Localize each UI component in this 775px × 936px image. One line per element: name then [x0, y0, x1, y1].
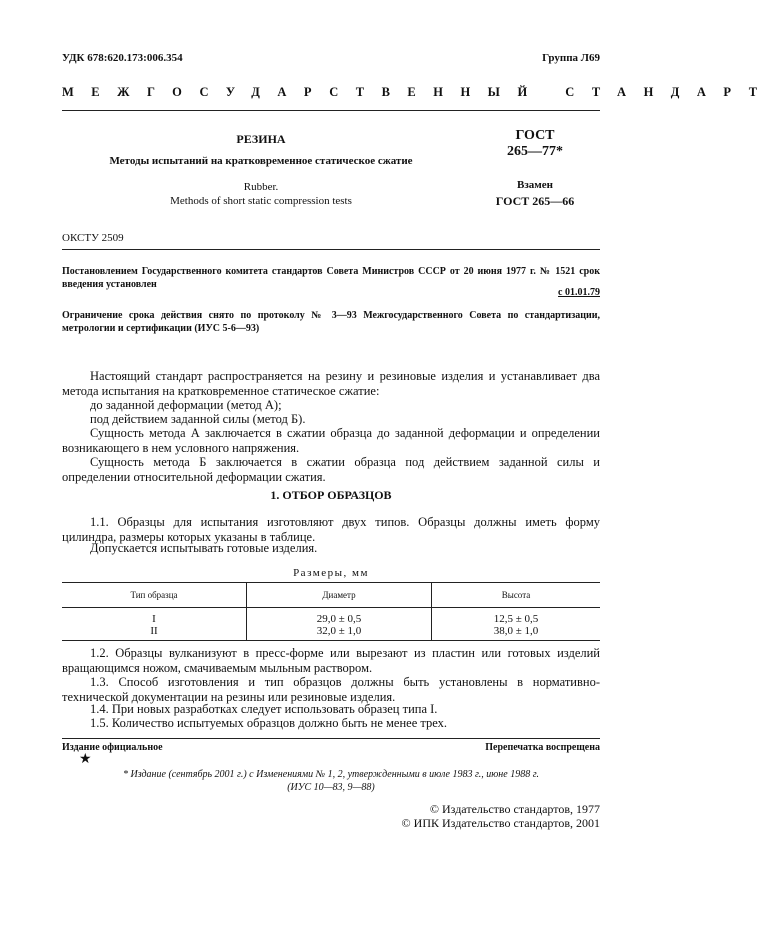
title-en: Rubber.	[243, 181, 279, 193]
subtitle-en: Methods of short static compression tests	[170, 195, 352, 207]
essence-b-paragraph: Сущность метода Б заключается в сжатии образца под действием заданной силы и определении относительной деформации сжатия.	[62, 455, 600, 484]
table-cell: 29,0 ± 0,5	[247, 608, 432, 627]
table-row	[62, 626, 600, 641]
gost-label: ГОСТ	[515, 128, 555, 143]
reprint-notice: Перепечатка воспрещена	[485, 742, 600, 753]
table-cell: II	[62, 626, 247, 641]
copyright-2001: © ИПК Издательство стандартов, 2001	[401, 816, 600, 830]
restriction-text: Ограничение срока действия снято по протоколу № 3—93 Межгосударственного Совета по стандартизации, метрологии и сертификации (ИУС 5-6—93)	[62, 310, 600, 334]
intro-paragraph: Настоящий стандарт распространяется на резину и резиновые изделия и устанавливает два метода испытания на кратковременное статическое сжатие:	[62, 369, 600, 398]
table-header: Тип образца	[62, 583, 247, 608]
gost-number: 265—77*	[507, 144, 563, 159]
table-cell: 32,0 ± 1,0	[247, 626, 432, 641]
table-caption: Размеры, мм	[293, 567, 369, 579]
edition-note: * Издание (сентябрь 2001 г.) с Изменениями № 1, 2, утвержденными в июле 1983 г., июне 1988 г.	[123, 769, 539, 780]
table-row	[62, 608, 600, 627]
subtitle-ru: Методы испытаний на кратковременное статическое сжатие	[109, 155, 413, 167]
replaces-number: ГОСТ 265—66	[495, 194, 575, 208]
standard-banner: МЕЖГОСУДАРСТВЕННЫЙ СТАНДАРТ	[62, 85, 775, 99]
star-icon: ★	[79, 751, 92, 767]
ius-note: (ИУС 10—83, 9—88)	[287, 782, 375, 793]
decree-text: Постановлением Государственного комитета стандартов Совета Министров СССР от 20 июня 1977 г. № 1521 срок введения установлен	[62, 266, 600, 290]
clause-1-4: 1.4. При новых разработках следует использовать образец типа I.	[90, 702, 438, 716]
method-a-line: до заданной деформации (метод А);	[90, 398, 282, 412]
intro-date: с 01.01.79	[558, 287, 600, 298]
table-cell: 38,0 ± 1,0	[432, 626, 601, 641]
oksty-rule	[62, 249, 600, 250]
title-ru: РЕЗИНА	[236, 132, 286, 146]
section-title: 1. ОТБОР ОБРАЗЦОВ	[270, 488, 392, 502]
clause-1-3: 1.3. Способ изготовления и тип образцов должны быть установлены в нормативно-технической документации на резины или резиновые изделия.	[62, 675, 600, 704]
clause-1-1-note: Допускается испытывать готовые изделия.	[90, 541, 318, 555]
essence-a-paragraph: Сущность метода А заключается в сжатии образца до заданной деформации и определении возникающего в нем условного напряжения.	[62, 426, 600, 455]
replaces-label: Взамен	[517, 179, 553, 191]
udk-code: УДК 678:620.173:006.354	[62, 52, 183, 64]
table-cell: I	[152, 613, 156, 625]
dimensions-table	[62, 582, 600, 641]
clause-1-5: 1.5. Количество испытуемых образцов должно быть не менее трех.	[90, 716, 447, 730]
copyright-1977: © Издательство стандартов, 1977	[429, 802, 600, 816]
footer-rule	[62, 738, 600, 739]
oksty-code: ОКСТУ 2509	[62, 232, 124, 244]
table-cell: 12,5 ± 0,5	[432, 608, 601, 627]
official-edition: Издание официальное	[62, 742, 163, 753]
method-b-line: под действием заданной силы (метод Б).	[90, 412, 306, 426]
clause-1-2: 1.2. Образцы вулканизуют в пресс-форме или вырезают из пластин или готовых изделий вращающимся ножом, смачиваемым мыльным раствором.	[62, 646, 600, 675]
header-rule	[62, 110, 600, 111]
clause-1-1: 1.1. Образцы для испытания изготовляют двух типов. Образцы должны иметь форму цилиндра, размеры которых указаны в таблице.	[62, 515, 600, 544]
table-header: Диаметр	[247, 583, 432, 608]
group-code: Группа Л69	[542, 52, 600, 64]
table-header: Высота	[432, 583, 601, 608]
